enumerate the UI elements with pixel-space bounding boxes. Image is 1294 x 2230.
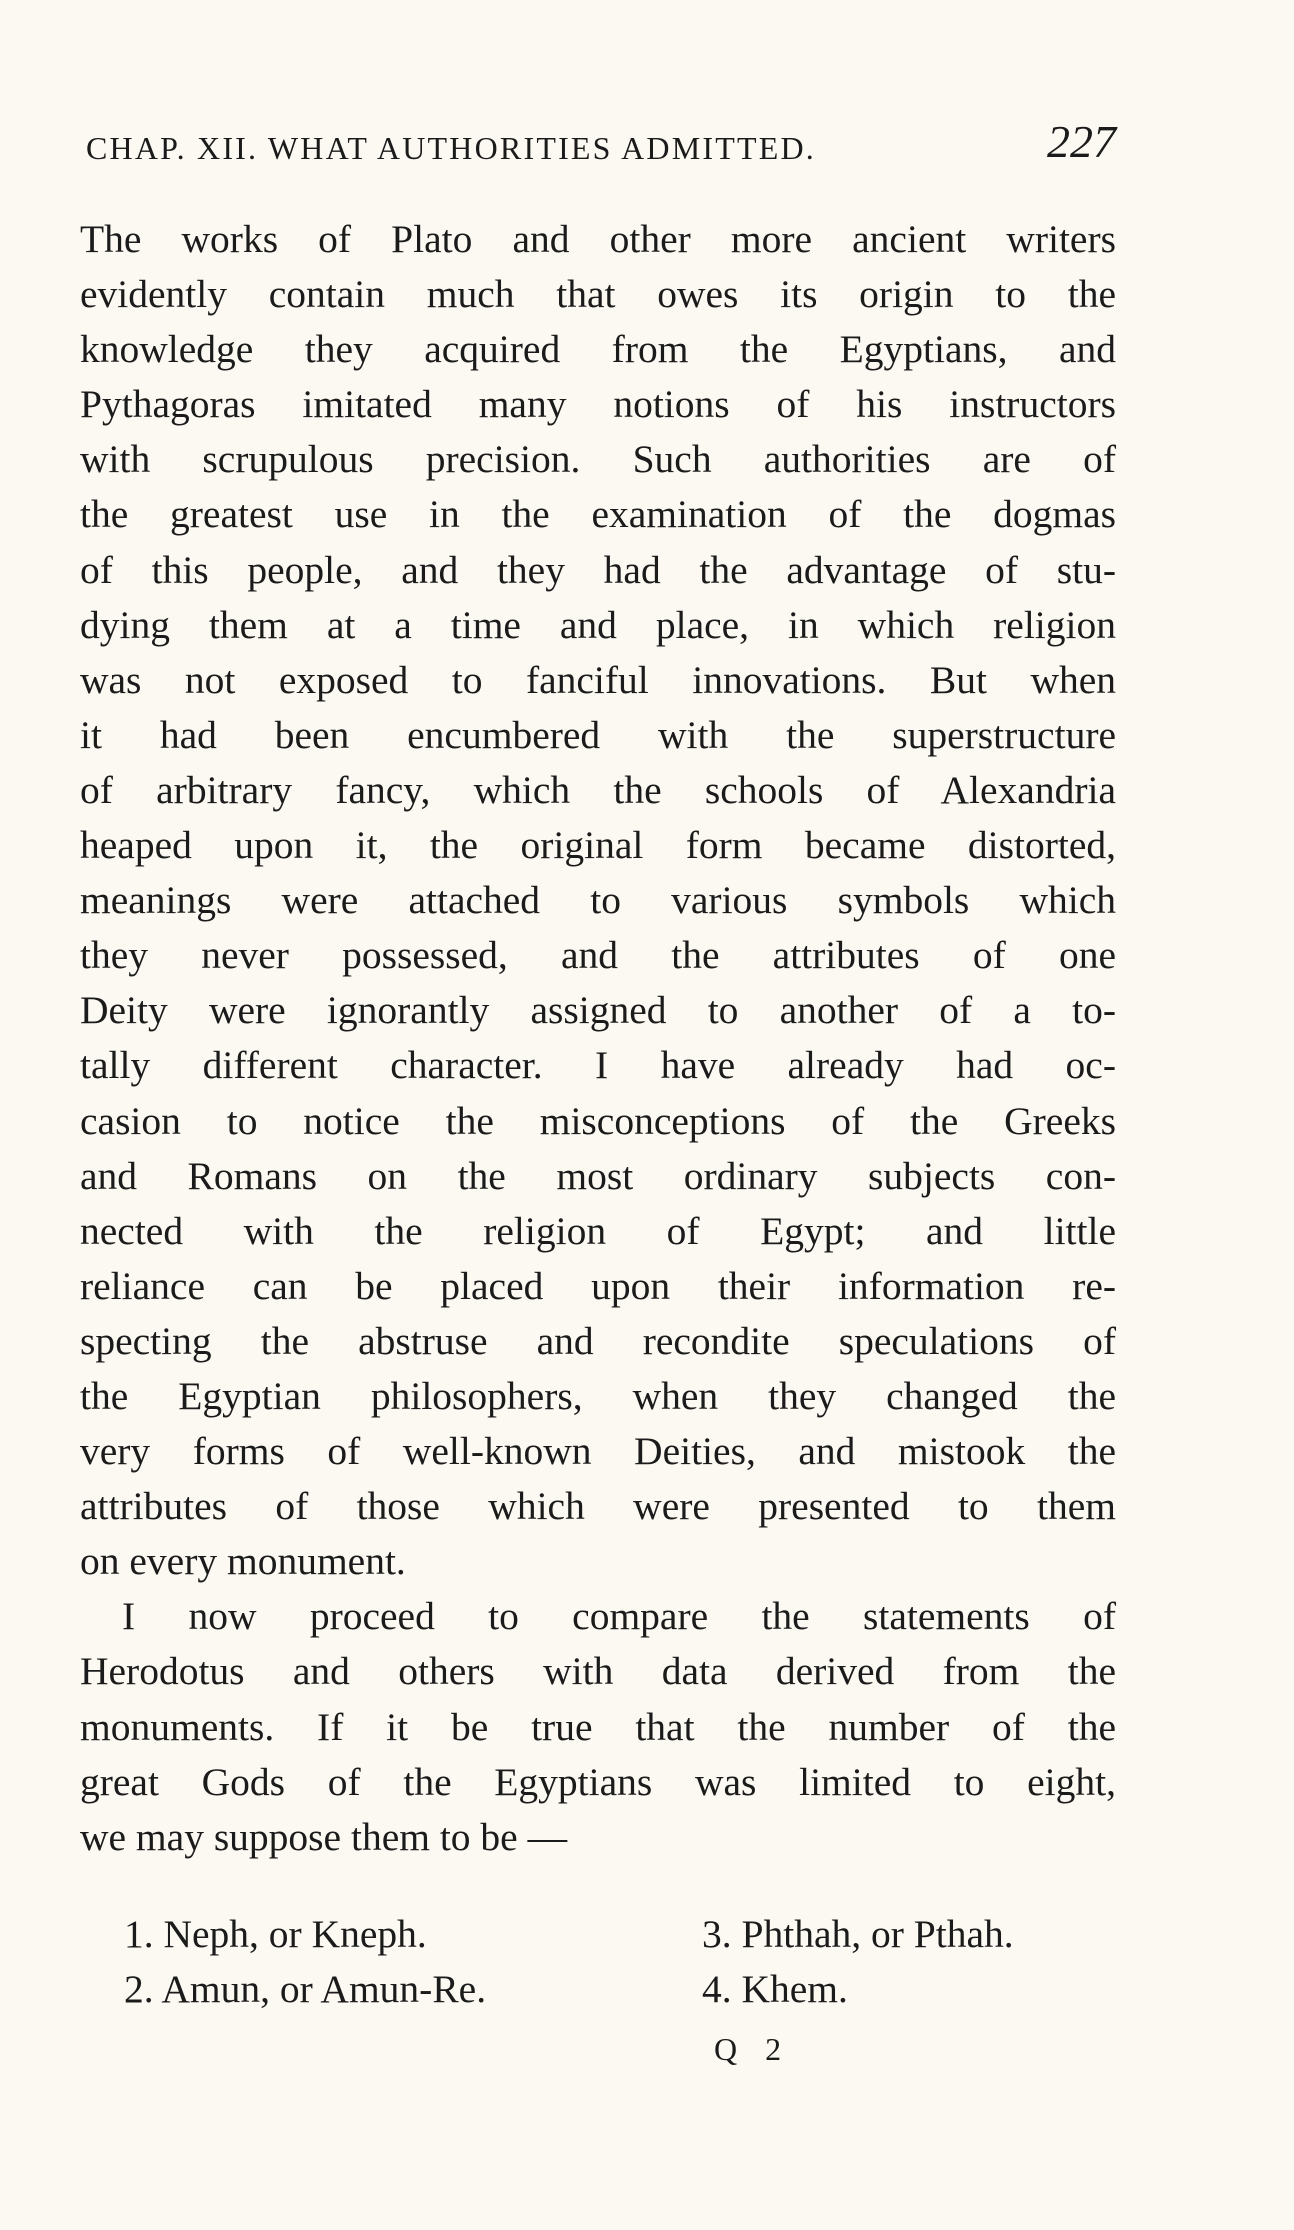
text-line: and Romans on the most ordinary subjects con- xyxy=(80,1153,1116,1198)
text-line: Deity were ignorantly assigned to another of a to- xyxy=(80,988,1116,1033)
text-line: Pythagoras imitated many notions of his instructors xyxy=(80,382,1116,427)
body-text xyxy=(80,212,1116,1865)
text-line: meanings were attached to various symbols which xyxy=(80,878,1116,923)
text-line: knowledge they acquired from the Egyptians, and xyxy=(80,327,1116,372)
text-line: very forms of well-known Deities, and mistook the xyxy=(80,1429,1116,1474)
page-number: 227 xyxy=(1047,116,1116,167)
chapter-heading: CHAP. XII. WHAT AUTHORITIES ADMITTED. xyxy=(86,130,816,166)
text-line: The works of Plato and other more ancient writers xyxy=(80,217,1116,261)
running-head xyxy=(86,118,1116,178)
text-line: monuments. If it be true that the number of the xyxy=(80,1704,1116,1749)
text-line: tally different character. I have already had oc- xyxy=(80,1043,1116,1088)
list-row xyxy=(80,1907,1116,1962)
text-line: of this people, and they had the advantage of stu- xyxy=(80,547,1116,592)
text-line: casion to notice the misconceptions of the Greeks xyxy=(80,1098,1116,1143)
text-line: with scrupulous precision. Such authorities are of xyxy=(80,437,1116,482)
text-line: on every monument. xyxy=(80,1539,406,1584)
text-line: evidently contain much that owes its origin to the xyxy=(80,272,1116,317)
text-line: great Gods of the Egyptians was limited to eight, xyxy=(80,1759,1116,1804)
text-line: of arbitrary fancy, which the schools of Alexandria xyxy=(80,767,1116,812)
text-line: we may suppose them to be — xyxy=(80,1814,568,1859)
list-row xyxy=(80,1962,1116,2017)
gods-list xyxy=(80,1907,1116,2017)
text-line: Herodotus and others with data derived from the xyxy=(80,1649,1116,1694)
text-line: the Egyptian philosophers, when they changed the xyxy=(80,1373,1116,1418)
text-line: was not exposed to fanciful innovations. But when xyxy=(80,657,1116,702)
text-line: the greatest use in the examination of the dogmas xyxy=(80,492,1116,537)
list-item: 1. Neph, or Kneph. xyxy=(124,1912,427,1956)
text-line: specting the abstruse and recondite speculations of xyxy=(80,1318,1116,1363)
text-line: dying them at a time and place, in which religion xyxy=(80,602,1116,647)
text-line: nected with the religion of Egypt; and little xyxy=(80,1208,1116,1253)
text-line: heaped upon it, the original form became distorted, xyxy=(80,823,1116,868)
signature-mark: Q 2 xyxy=(714,2031,792,2067)
list-item: 2. Amun, or Amun-Re. xyxy=(124,1967,487,2012)
text-line: attributes of those which were presented to them xyxy=(80,1484,1116,1529)
list-item: 4. Khem. xyxy=(702,1967,848,2012)
text-line: they never possessed, and the attributes of one xyxy=(80,933,1116,978)
text-line: reliance can be placed upon their information re- xyxy=(80,1263,1116,1308)
text-line: I now proceed to compare the statements of xyxy=(122,1594,1116,1639)
list-item: 3. Phthah, or Pthah. xyxy=(702,1912,1014,1956)
text-line: it had been encumbered with the superstructure xyxy=(80,712,1116,757)
